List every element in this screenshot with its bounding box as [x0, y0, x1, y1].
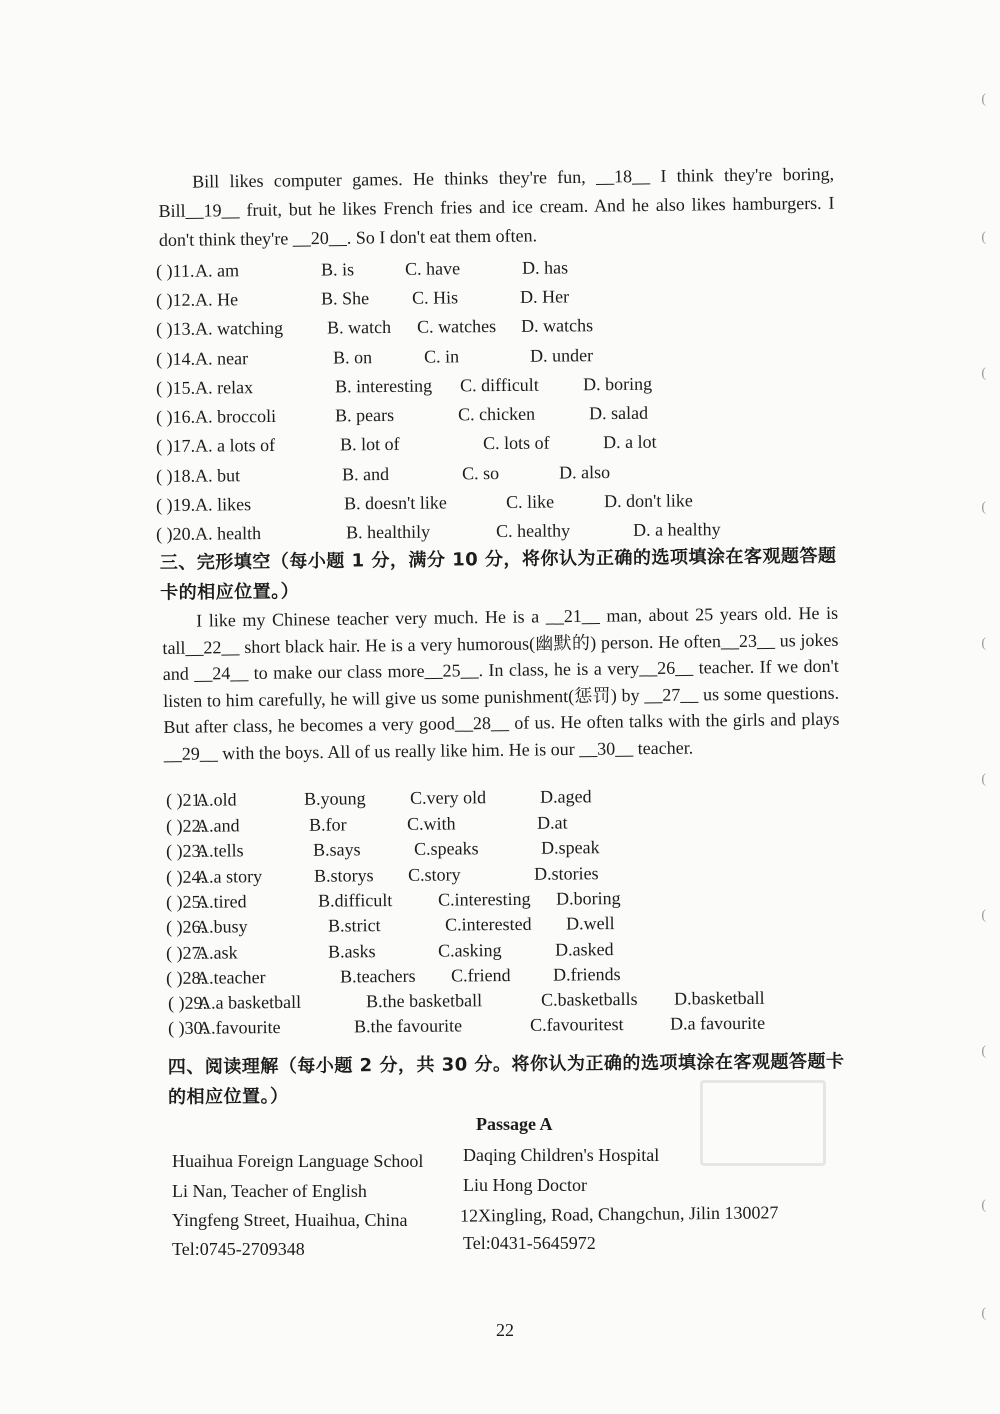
option-d: D. under	[530, 345, 594, 366]
option-b: B.difficult	[318, 890, 393, 911]
option-a: A.a basketball	[198, 991, 302, 1013]
option-c: C. His	[412, 287, 459, 308]
question-number: ( )25.	[166, 891, 206, 912]
margin-bracket-mark: (	[981, 366, 986, 381]
question-number: ( )20.	[156, 523, 196, 544]
passage-chinese-teacher	[162, 600, 840, 767]
option-a: A. relax	[195, 377, 254, 398]
question-row	[156, 486, 796, 518]
option-a: A.teacher	[196, 967, 266, 988]
question-row	[156, 310, 796, 342]
option-b: B.asks	[328, 941, 376, 962]
option-d: D.friends	[553, 964, 621, 985]
passage-a-title: Passage A	[476, 1114, 553, 1134]
question-number: ( )16.	[156, 406, 196, 427]
question-number: ( )24.	[166, 866, 206, 887]
question-number: ( )11.	[156, 260, 195, 281]
question-number: ( )17.	[156, 435, 196, 456]
margin-bracket-mark: (	[981, 908, 986, 923]
question-row	[168, 1009, 808, 1041]
option-d: D. watchs	[521, 315, 594, 336]
option-a: A. am	[195, 260, 240, 281]
question-number: ( )12.	[156, 289, 196, 310]
option-a: A.favourite	[198, 1017, 281, 1038]
margin-bracket-mark: (	[981, 500, 986, 515]
option-b: B. is	[321, 259, 355, 280]
option-c: C.favouritest	[530, 1014, 624, 1035]
option-b: B. watch	[327, 316, 392, 338]
margin-bracket-mark: (	[981, 772, 986, 787]
option-d: D.a favourite	[670, 1012, 766, 1034]
question-number: ( )21.	[166, 789, 206, 810]
option-b: B.teachers	[340, 965, 416, 987]
option-a: A.and	[196, 815, 240, 836]
passage-chinese-teacher-text: I like my Chinese teacher very much. He is a __21__ man, about 25 years old. He is tall__22__ short black hair. He is a very humorous(幽默的) person. He often__23__ us jokes and __24__ to make our class more__25__. In class, he is a very__26__ teacher. If we don't listen to him carefully, he will give us some punishment(惩罚) by __27__ us some questions. But after class, he becomes a very good__28__ of us. He often talks with the girls and plays __29__ with the boys. All of us really like him. He is our __30__ teacher.	[162, 602, 840, 764]
option-b: B. and	[342, 463, 390, 485]
option-c: C. healthy	[496, 520, 571, 542]
option-c: C.very old	[410, 787, 487, 808]
option-d: D. Her	[520, 286, 570, 307]
question-number: ( )28.	[166, 967, 206, 988]
option-b: B. pears	[335, 404, 395, 426]
left-card-line2: Li Nan, Teacher of English	[172, 1181, 367, 1201]
option-b: B.for	[309, 814, 347, 835]
question-number: ( )27.	[166, 942, 206, 963]
option-d: D.boring	[556, 888, 621, 909]
option-a: A. but	[195, 465, 241, 486]
option-c: C. chicken	[458, 403, 536, 425]
left-card-line3: Yingfeng Street, Huaihua, China	[172, 1210, 408, 1230]
option-c: C. lots of	[483, 432, 550, 454]
option-a: A. health	[195, 523, 262, 544]
option-a: A. a lots of	[195, 434, 276, 456]
question-number: ( )30.	[168, 1017, 208, 1038]
question-row	[156, 369, 796, 401]
option-b: B. doesn't like	[344, 492, 447, 514]
option-c: C.friend	[451, 964, 511, 986]
question-row	[156, 398, 796, 430]
question-number: ( )22.	[166, 815, 206, 836]
option-d: D.stories	[534, 863, 599, 884]
margin-bracket-mark: (	[981, 1306, 986, 1321]
right-card-line2: Liu Hong Doctor	[463, 1175, 587, 1195]
option-a: A. watching	[195, 317, 284, 339]
right-card-line4: Tel:0431-5645972	[463, 1233, 596, 1253]
option-b: B.strict	[328, 915, 381, 936]
option-b: B. She	[321, 288, 370, 309]
option-c: C.basketballs	[541, 988, 638, 1010]
option-b: B. healthily	[346, 521, 431, 543]
margin-bracket-mark: (	[981, 1198, 986, 1213]
option-a: A.busy	[196, 916, 248, 937]
option-c: C.with	[407, 813, 456, 834]
section3-heading: 三、完形填空（每小题 1 分，满分 10 分，将你认为正确的选项填涂在客观题答题卡的相应位置。）	[159, 545, 837, 604]
option-d: D. a healthy	[633, 519, 721, 540]
option-c: C. like	[506, 491, 555, 512]
option-b: B.the basketball	[366, 990, 483, 1012]
option-c: C.interested	[445, 913, 532, 935]
question-number: ( )13.	[156, 318, 196, 339]
question-row	[156, 427, 796, 459]
option-d: D. has	[522, 257, 569, 278]
option-d: D.aged	[540, 786, 592, 807]
option-d: D. salad	[589, 402, 649, 424]
option-d: D.asked	[555, 939, 614, 960]
passage-bill	[158, 160, 835, 255]
question-number: ( )15.	[156, 377, 196, 398]
option-d: D. also	[559, 462, 611, 483]
option-c: C.speaks	[414, 838, 479, 859]
margin-bracket-mark: (	[981, 92, 986, 107]
option-b: B. on	[333, 347, 373, 368]
option-a: A. He	[195, 289, 239, 310]
question-number: ( )19.	[156, 494, 196, 515]
option-d: D.speak	[541, 837, 600, 858]
right-card-line3: 12Xingling, Road, Changchun, Jilin 130027	[459, 1202, 779, 1226]
option-a: A.tired	[196, 891, 247, 912]
option-b: B. interesting	[335, 375, 433, 397]
option-b: B.the favourite	[354, 1015, 463, 1037]
question-number: ( )23.	[166, 840, 206, 861]
option-b: B. lot of	[340, 433, 400, 455]
option-d: D. boring	[583, 373, 653, 395]
question-number: ( )29.	[168, 992, 208, 1013]
margin-bracket-mark: (	[981, 636, 986, 651]
option-b: B.young	[304, 788, 366, 809]
option-c: C. have	[405, 258, 461, 279]
option-c: C. watches	[417, 316, 497, 337]
option-d: D.at	[537, 812, 568, 833]
option-a: A. near	[195, 348, 249, 369]
question-row	[156, 281, 796, 313]
question-number: ( )26.	[166, 916, 206, 937]
option-b: B.storys	[314, 865, 374, 886]
option-a: A.a story	[196, 866, 263, 887]
option-d: D. a lot	[603, 431, 657, 453]
section4-heading: 四、阅读理解（每小题 2 分，共 30 分。将你认为正确的选项填涂在客观题答题卡的相应位置。）	[167, 1051, 845, 1108]
option-d: D.well	[566, 913, 615, 934]
question-number: ( )18.	[156, 465, 196, 486]
option-a: A. broccoli	[195, 405, 277, 427]
question-row	[156, 252, 796, 284]
option-c: C.story	[408, 864, 461, 885]
option-a: A.ask	[196, 942, 238, 963]
margin-bracket-mark: (	[981, 1044, 986, 1059]
question-row	[156, 457, 796, 489]
passage-bill-text: Bill likes computer games. He thinks they're fun, __18__ I think they're boring, Bill__19__ fruit, but he likes French fries and ice cream. And he also likes hamburgers. I don't think they're __20__. So I don't eat them often.	[158, 163, 835, 250]
option-b: B.says	[313, 839, 361, 860]
option-c: C. so	[462, 463, 500, 484]
option-c: C.asking	[438, 940, 502, 961]
option-c: C. in	[424, 346, 460, 367]
option-a: A.tells	[196, 840, 244, 861]
option-d: D. don't like	[604, 490, 693, 512]
right-card-line1: Daqing Children's Hospital	[463, 1145, 660, 1165]
margin-bracket-mark: (	[981, 230, 986, 245]
left-card-line4: Tel:0745-2709348	[172, 1239, 305, 1259]
option-a: A.old	[196, 789, 237, 810]
option-d: D.basketball	[674, 987, 765, 1009]
option-c: C. difficult	[460, 374, 539, 396]
left-card-line1: Huaihua Foreign Language School	[172, 1151, 424, 1171]
option-a: A. likes	[195, 494, 252, 515]
page-number: 22	[496, 1320, 514, 1340]
option-c: C.interesting	[438, 888, 531, 910]
question-row	[156, 340, 796, 372]
question-number: ( )14.	[156, 348, 196, 369]
